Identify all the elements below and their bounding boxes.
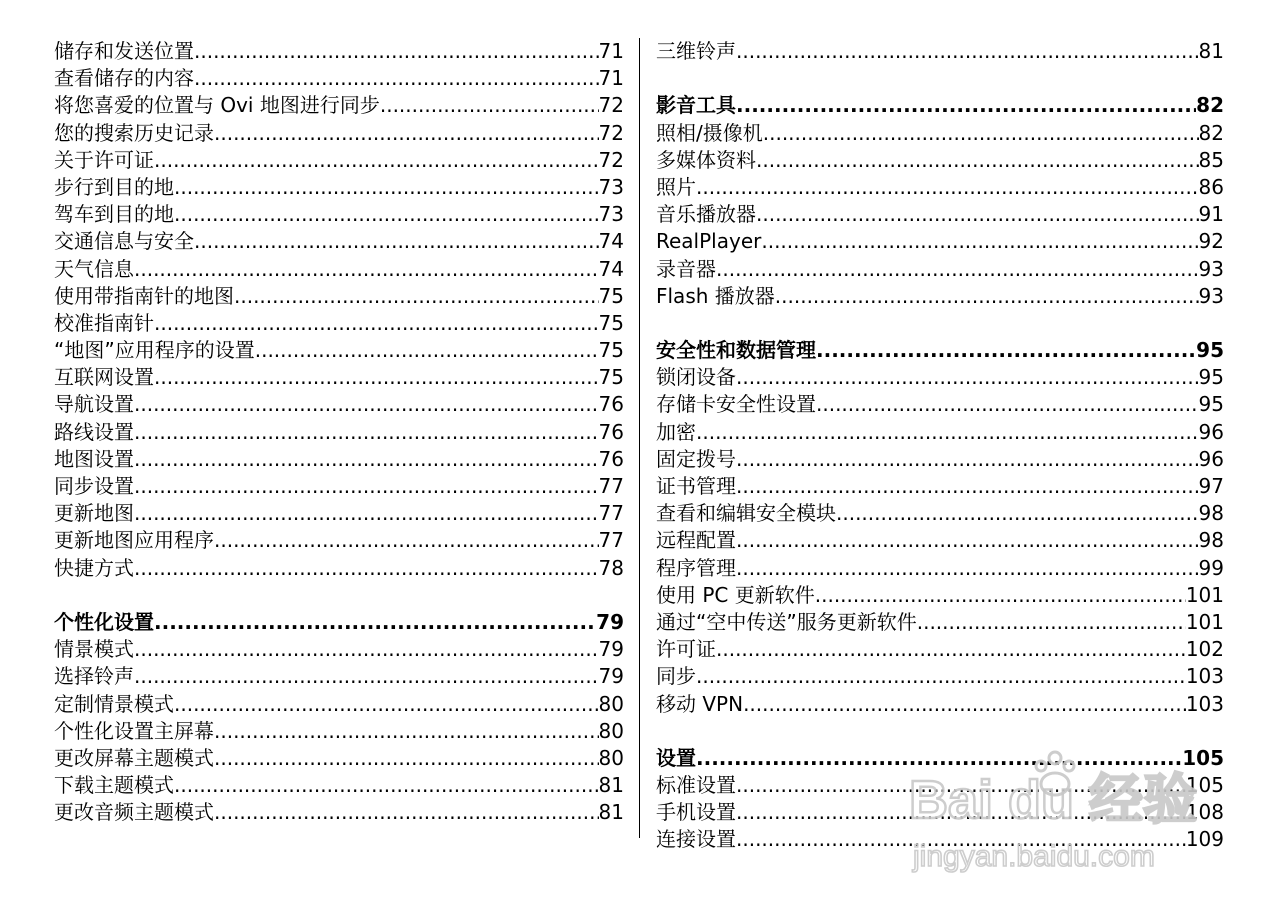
toc-leader-dots bbox=[736, 92, 1196, 119]
toc-leader-dots bbox=[696, 745, 1182, 772]
toc-entry-title: 情景模式 bbox=[54, 637, 134, 662]
toc-entry[interactable] bbox=[54, 718, 624, 745]
toc-entry[interactable] bbox=[54, 92, 624, 119]
toc-entry[interactable] bbox=[656, 419, 1224, 446]
toc-leader-dots bbox=[696, 663, 1186, 690]
toc-page-number: 73 bbox=[598, 202, 624, 227]
toc-entry[interactable] bbox=[54, 636, 624, 663]
toc-leader-dots bbox=[174, 772, 599, 799]
toc-leader-dots bbox=[917, 609, 1186, 636]
toc-page-number: 80 bbox=[598, 745, 624, 770]
toc-leader-dots bbox=[775, 283, 1199, 310]
toc-entry[interactable] bbox=[54, 174, 624, 201]
toc-entry[interactable] bbox=[656, 500, 1224, 527]
toc-section-heading[interactable] bbox=[656, 337, 1224, 364]
toc-page-number: 81 bbox=[598, 800, 624, 825]
toc-entry-title: 校准指南针 bbox=[54, 310, 154, 335]
toc-entry[interactable] bbox=[656, 609, 1224, 636]
toc-leader-dots bbox=[134, 500, 599, 527]
toc-entry[interactable] bbox=[54, 391, 624, 418]
toc-leader-dots bbox=[194, 38, 599, 65]
toc-page-number: 103 bbox=[1185, 691, 1224, 716]
toc-leader-dots bbox=[134, 391, 599, 418]
toc-page-number: 86 bbox=[1198, 174, 1224, 199]
toc-entry-title: 多媒体资料 bbox=[656, 147, 756, 172]
toc-entry-title: 手机设置 bbox=[656, 800, 736, 825]
toc-page-number: 99 bbox=[1198, 555, 1224, 580]
toc-entry[interactable] bbox=[54, 663, 624, 690]
toc-leader-dots bbox=[736, 826, 1186, 853]
toc-page-number: 80 bbox=[598, 718, 624, 743]
toc-entry-title: “地图”应用程序的设置 bbox=[54, 338, 255, 363]
toc-page-number: 95 bbox=[1198, 365, 1224, 390]
toc-left-column bbox=[54, 38, 624, 826]
toc-entry-title: 连接设置 bbox=[656, 827, 736, 852]
toc-leader-dots bbox=[214, 718, 599, 745]
toc-entry[interactable] bbox=[54, 283, 624, 310]
toc-entry-title: 更新地图应用程序 bbox=[54, 528, 214, 553]
toc-page-number: 81 bbox=[598, 773, 624, 798]
toc-entry[interactable] bbox=[656, 555, 1224, 582]
toc-page-number: 93 bbox=[1198, 283, 1224, 308]
section-gap bbox=[656, 718, 1224, 745]
watermark-url-text: jingyan.baidu.com bbox=[913, 840, 1155, 873]
toc-leader-dots bbox=[756, 147, 1199, 174]
toc-entry[interactable] bbox=[54, 364, 624, 391]
column-divider bbox=[639, 38, 640, 838]
toc-entry[interactable] bbox=[656, 799, 1224, 826]
toc-entry[interactable] bbox=[54, 691, 624, 718]
toc-entry[interactable] bbox=[656, 826, 1224, 853]
toc-page-number: 75 bbox=[598, 338, 624, 363]
toc-page-number: 80 bbox=[598, 691, 624, 716]
toc-entry[interactable] bbox=[656, 283, 1224, 310]
toc-right-column bbox=[656, 38, 1224, 854]
toc-entry-title: 照片 bbox=[656, 174, 696, 199]
toc-entry-title: 照相/摄像机 bbox=[656, 120, 763, 145]
toc-page-number: 77 bbox=[598, 528, 624, 553]
toc-page-number: 109 bbox=[1185, 827, 1224, 852]
toc-page-number: 79 bbox=[598, 637, 624, 662]
toc-entry[interactable] bbox=[656, 120, 1224, 147]
toc-entry[interactable] bbox=[54, 256, 624, 283]
toc-entry-title: 导航设置 bbox=[54, 392, 134, 417]
toc-page-number: 79 bbox=[598, 664, 624, 689]
toc-page-number: 76 bbox=[598, 446, 624, 471]
toc-entry-title: 移动 VPN bbox=[656, 691, 744, 716]
toc-entry-title: 许可证 bbox=[656, 637, 716, 662]
toc-leader-dots bbox=[134, 663, 599, 690]
toc-page-number: 98 bbox=[1198, 501, 1224, 526]
toc-entry[interactable] bbox=[54, 500, 624, 527]
toc-entry-title: 地图设置 bbox=[54, 446, 134, 471]
toc-leader-dots bbox=[736, 555, 1199, 582]
toc-leader-dots bbox=[380, 92, 599, 119]
toc-page-number: 101 bbox=[1185, 609, 1224, 634]
toc-page-number: 105 bbox=[1185, 773, 1224, 798]
toc-entry-title: 您的搜索历史记录 bbox=[54, 120, 214, 145]
toc-entry-title: 影音工具 bbox=[656, 93, 736, 118]
toc-entry[interactable] bbox=[54, 120, 624, 147]
toc-entry[interactable] bbox=[656, 446, 1224, 473]
toc-page-number: 82 bbox=[1198, 120, 1224, 145]
toc-page-number: 82 bbox=[1196, 93, 1224, 118]
toc-entry-title: 路线设置 bbox=[54, 419, 134, 444]
toc-page-number: 92 bbox=[1198, 229, 1224, 254]
toc-leader-dots bbox=[816, 391, 1199, 418]
toc-page-number: 105 bbox=[1182, 745, 1224, 770]
toc-entry[interactable] bbox=[54, 38, 624, 65]
toc-entry[interactable] bbox=[54, 228, 624, 255]
toc-leader-dots bbox=[816, 337, 1196, 364]
toc-entry-title: 驾车到目的地 bbox=[54, 202, 174, 227]
toc-entry-title: 下载主题模式 bbox=[54, 773, 174, 798]
toc-entry[interactable] bbox=[54, 527, 624, 554]
toc-entry[interactable] bbox=[656, 256, 1224, 283]
toc-entry-title: 设置 bbox=[656, 745, 696, 770]
toc-entry-title: RealPlayer bbox=[656, 229, 762, 254]
toc-leader-dots bbox=[154, 310, 599, 337]
toc-entry[interactable] bbox=[54, 473, 624, 500]
toc-leader-dots bbox=[134, 446, 599, 473]
toc-entry-title: 查看和编辑安全模块 bbox=[656, 501, 836, 526]
toc-leader-dots bbox=[716, 636, 1186, 663]
toc-page-number: 96 bbox=[1198, 419, 1224, 444]
toc-entry-title: 证书管理 bbox=[656, 474, 736, 498]
toc-page-number: 79 bbox=[596, 609, 624, 634]
toc-page-number: 95 bbox=[1196, 338, 1224, 363]
toc-leader-dots bbox=[214, 745, 599, 772]
toc-entry[interactable] bbox=[656, 636, 1224, 663]
toc-leader-dots bbox=[194, 228, 599, 255]
section-gap bbox=[656, 65, 1224, 92]
toc-entry[interactable] bbox=[656, 364, 1224, 391]
toc-entry[interactable] bbox=[656, 147, 1224, 174]
toc-entry-title: 个性化设置 bbox=[54, 609, 154, 634]
toc-entry[interactable] bbox=[54, 201, 624, 228]
toc-entry-title: 标准设置 bbox=[656, 773, 736, 798]
toc-leader-dots bbox=[716, 256, 1199, 283]
toc-page-number: 71 bbox=[598, 66, 624, 91]
toc-entry-title: 录音器 bbox=[656, 256, 716, 281]
toc-entry-title: 安全性和数据管理 bbox=[656, 338, 816, 363]
toc-leader-dots bbox=[736, 799, 1186, 826]
toc-entry-title: 选择铃声 bbox=[54, 664, 134, 689]
toc-page-number: 81 bbox=[1198, 39, 1224, 63]
toc-entry[interactable] bbox=[54, 337, 624, 364]
section-gap bbox=[54, 582, 624, 609]
toc-page-number: 76 bbox=[598, 392, 624, 417]
toc-page-number: 97 bbox=[1198, 474, 1224, 498]
toc-entry-title: 使用 PC 更新软件 bbox=[656, 582, 815, 607]
toc-entry-title: 更改音频主题模式 bbox=[54, 800, 214, 825]
section-gap bbox=[656, 310, 1224, 337]
toc-entry-title: 更新地图 bbox=[54, 501, 134, 526]
toc-leader-dots bbox=[736, 446, 1199, 473]
toc-page-number: 72 bbox=[598, 120, 624, 145]
toc-page-number: 71 bbox=[598, 39, 624, 63]
toc-entry[interactable] bbox=[656, 391, 1224, 418]
toc-entry[interactable] bbox=[54, 65, 624, 92]
toc-leader-dots bbox=[696, 419, 1199, 446]
toc-section-heading[interactable] bbox=[54, 609, 624, 636]
toc-entry[interactable] bbox=[656, 527, 1224, 554]
toc-page-number: 78 bbox=[598, 555, 624, 580]
toc-leader-dots bbox=[174, 201, 599, 228]
toc-leader-dots bbox=[134, 419, 599, 446]
toc-leader-dots bbox=[154, 609, 596, 636]
toc-entry-title: 通过“空中传送”服务更新软件 bbox=[656, 609, 917, 634]
toc-leader-dots bbox=[174, 691, 599, 718]
toc-leader-dots bbox=[214, 120, 599, 147]
toc-entry-title: Flash 播放器 bbox=[656, 283, 775, 308]
toc-page-number: 73 bbox=[598, 174, 624, 199]
toc-leader-dots bbox=[134, 636, 599, 663]
toc-entry-title: 加密 bbox=[656, 419, 696, 444]
toc-leader-dots bbox=[194, 65, 599, 92]
toc-entry[interactable] bbox=[54, 745, 624, 772]
toc-page-number: 103 bbox=[1185, 664, 1224, 689]
toc-entry-title: 同步 bbox=[656, 664, 696, 689]
toc-page-number: 85 bbox=[1198, 147, 1224, 172]
toc-page-number: 75 bbox=[598, 365, 624, 390]
toc-page-number: 75 bbox=[598, 283, 624, 308]
toc-entry-title: 三维铃声 bbox=[656, 39, 736, 63]
toc-leader-dots bbox=[836, 500, 1199, 527]
toc-leader-dots bbox=[174, 174, 599, 201]
toc-leader-dots bbox=[134, 256, 599, 283]
toc-entry-title: 关于许可证 bbox=[54, 147, 154, 172]
toc-entry[interactable] bbox=[656, 582, 1224, 609]
toc-entry[interactable] bbox=[656, 473, 1224, 500]
toc-leader-dots bbox=[234, 283, 599, 310]
toc-entry[interactable] bbox=[54, 555, 624, 582]
toc-leader-dots bbox=[154, 364, 599, 391]
toc-entry-title: 储存和发送位置 bbox=[54, 39, 194, 63]
toc-entry[interactable] bbox=[54, 419, 624, 446]
toc-page-number: 72 bbox=[598, 93, 624, 118]
toc-entry-title: 更改屏幕主题模式 bbox=[54, 745, 214, 770]
toc-leader-dots bbox=[736, 38, 1199, 65]
toc-leader-dots bbox=[761, 228, 1198, 255]
toc-leader-dots bbox=[696, 174, 1199, 201]
toc-entry[interactable] bbox=[54, 799, 624, 826]
toc-entry-title: 存储卡安全性设置 bbox=[656, 392, 816, 417]
toc-leader-dots bbox=[763, 120, 1199, 147]
toc-entry-title: 锁闭设备 bbox=[656, 365, 736, 390]
toc-leader-dots bbox=[214, 527, 599, 554]
toc-entry-title: 程序管理 bbox=[656, 555, 736, 580]
toc-entry-title: 音乐播放器 bbox=[656, 202, 756, 227]
toc-leader-dots bbox=[736, 772, 1186, 799]
toc-leader-dots bbox=[736, 364, 1199, 391]
toc-leader-dots bbox=[743, 691, 1186, 718]
toc-page-number: 102 bbox=[1185, 637, 1224, 662]
toc-leader-dots bbox=[134, 555, 599, 582]
toc-leader-dots bbox=[154, 147, 599, 174]
toc-page-number: 77 bbox=[598, 474, 624, 498]
toc-page-number: 77 bbox=[598, 501, 624, 526]
toc-page-number: 91 bbox=[1198, 202, 1224, 227]
toc-entry-title: 查看储存的内容 bbox=[54, 66, 194, 91]
toc-entry-title: 步行到目的地 bbox=[54, 174, 174, 199]
toc-page-number: 74 bbox=[598, 229, 624, 254]
toc-entry-title: 交通信息与安全 bbox=[54, 229, 194, 254]
toc-page-number: 101 bbox=[1185, 582, 1224, 607]
toc-entry-title: 同步设置 bbox=[54, 474, 134, 498]
toc-page-number: 95 bbox=[1198, 392, 1224, 417]
toc-entry-title: 个性化设置主屏幕 bbox=[54, 718, 214, 743]
toc-leader-dots bbox=[736, 527, 1199, 554]
toc-page-number: 108 bbox=[1185, 800, 1224, 825]
toc-section-heading[interactable] bbox=[656, 745, 1224, 772]
toc-entry-title: 互联网设置 bbox=[54, 365, 154, 390]
toc-leader-dots bbox=[134, 473, 599, 500]
toc-entry[interactable] bbox=[54, 310, 624, 337]
toc-entry[interactable] bbox=[656, 228, 1224, 255]
toc-entry-title: 固定拨号 bbox=[656, 446, 736, 471]
toc-leader-dots bbox=[736, 473, 1199, 500]
toc-leader-dots bbox=[255, 337, 599, 364]
toc-page-number: 98 bbox=[1198, 528, 1224, 553]
toc-leader-dots bbox=[756, 201, 1199, 228]
toc-page-number: 72 bbox=[598, 147, 624, 172]
toc-page-number: 96 bbox=[1198, 446, 1224, 471]
toc-entry[interactable] bbox=[656, 201, 1224, 228]
toc-entry[interactable] bbox=[656, 174, 1224, 201]
toc-entry[interactable] bbox=[656, 38, 1224, 65]
toc-entry[interactable] bbox=[54, 772, 624, 799]
toc-section-heading[interactable] bbox=[656, 92, 1224, 119]
toc-leader-dots bbox=[815, 582, 1186, 609]
toc-entry-title: 快捷方式 bbox=[54, 555, 134, 580]
toc-entry-title: 使用带指南针的地图 bbox=[54, 283, 234, 308]
toc-page-number: 74 bbox=[598, 256, 624, 281]
toc-entry-title: 远程配置 bbox=[656, 528, 736, 553]
watermark-logo-text: Bai du 经验 bbox=[909, 770, 1198, 830]
toc-leader-dots bbox=[214, 799, 599, 826]
toc-entry[interactable] bbox=[54, 147, 624, 174]
toc-entry-title: 将您喜爱的位置与 Ovi 地图进行同步 bbox=[54, 93, 380, 118]
toc-entry-title: 天气信息 bbox=[54, 256, 134, 281]
toc-page-number: 76 bbox=[598, 419, 624, 444]
toc-entry[interactable] bbox=[54, 446, 624, 473]
toc-page-number: 93 bbox=[1198, 256, 1224, 281]
toc-entry[interactable] bbox=[656, 691, 1224, 718]
toc-entry-title: 定制情景模式 bbox=[54, 691, 174, 716]
toc-entry[interactable] bbox=[656, 772, 1224, 799]
toc-entry[interactable] bbox=[656, 663, 1224, 690]
toc-page-number: 75 bbox=[598, 310, 624, 335]
